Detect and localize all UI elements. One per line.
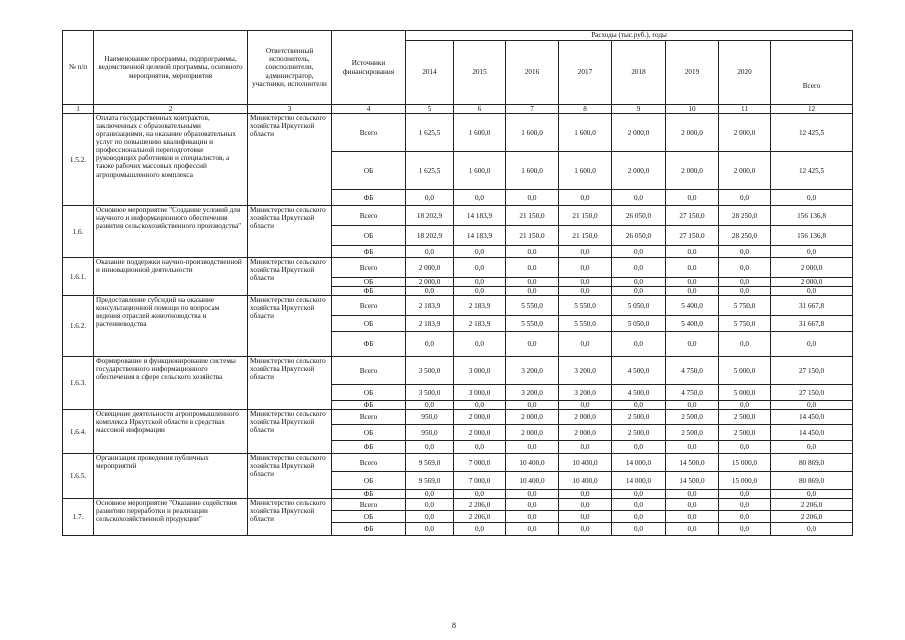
header-year: 2018 [612,41,666,105]
value-cell: 10 400,0 [506,454,559,472]
value-cell: 2 500,0 [612,410,666,425]
value-cell: 12 425,5 [771,114,853,152]
value-cell: 5 550,0 [559,316,612,332]
row-source: Всего [332,296,406,316]
value-cell: 5 750,0 [719,296,771,316]
value-cell: 0,0 [771,287,853,296]
value-cell: 0,0 [666,511,719,523]
value-cell: 2 000,0 [454,425,506,441]
value-cell: 0,0 [506,246,559,258]
value-cell: 1 625,5 [406,114,454,152]
value-cell: 5 550,0 [506,316,559,332]
value-cell: 21 150,0 [559,226,612,246]
row-source: ОБ [332,385,406,401]
value-cell: 0,0 [454,190,506,206]
row-source: Всего [332,357,406,385]
row-number: 1.6.4. [63,410,94,454]
value-cell: 2 183,9 [406,296,454,316]
value-cell: 0,0 [506,278,559,287]
value-cell: 2 000,0 [666,114,719,152]
row-name: Освещение деятельности агропромышленного комплекса Иркутской области в средствах массовой информации [94,410,248,454]
value-cell: 14 183,9 [454,206,506,226]
row-source: ОБ [332,472,406,490]
value-cell: 0,0 [612,401,666,410]
column-number: 9 [612,105,666,114]
table-row [63,454,853,472]
row-responsible: Министерство сельского хозяйства Иркутской области [248,296,332,357]
value-cell: 28 250,0 [719,226,771,246]
row-source: ОБ [332,511,406,523]
value-cell: 15 000,0 [719,472,771,490]
value-cell: 5 750,0 [719,316,771,332]
page-number: 8 [452,621,456,630]
value-cell: 31 667,8 [771,296,853,316]
row-number: 1.6.2. [63,296,94,357]
row-responsible: Министерство сельского хозяйства Иркутской области [248,454,332,499]
value-cell: 0,0 [719,401,771,410]
header-year: 2015 [454,41,506,105]
row-responsible: Министерство сельского хозяйства Иркутской области [248,410,332,454]
value-cell: 156 136,8 [771,226,853,246]
column-number: 5 [406,105,454,114]
value-cell: 15 000,0 [719,454,771,472]
value-cell: 0,0 [719,441,771,454]
table-row [63,206,853,226]
value-cell: 0,0 [666,332,719,357]
row-source: ФБ [332,246,406,258]
value-cell: 80 869,0 [771,454,853,472]
row-source: Всего [332,499,406,511]
value-cell: 0,0 [559,190,612,206]
value-cell: 3 000,0 [454,385,506,401]
value-cell: 1 600,0 [454,114,506,152]
header-year: 2016 [506,41,559,105]
value-cell: 0,0 [666,499,719,511]
value-cell: 2 183,9 [454,296,506,316]
value-cell: 2 206,0 [771,511,853,523]
value-cell: 2 000,0 [506,410,559,425]
value-cell: 21 150,0 [559,206,612,226]
value-cell: 1 600,0 [506,114,559,152]
value-cell: 2 000,0 [612,114,666,152]
value-cell: 26 050,0 [612,206,666,226]
value-cell: 0,0 [719,258,771,278]
value-cell: 0,0 [771,401,853,410]
value-cell: 0,0 [771,246,853,258]
value-cell: 0,0 [406,490,454,499]
value-cell: 0,0 [559,246,612,258]
value-cell: 0,0 [771,332,853,357]
value-cell: 5 000,0 [719,385,771,401]
row-responsible: Министерство сельского хозяйства Иркутской области [248,357,332,410]
value-cell: 9 569,0 [406,454,454,472]
value-cell: 0,0 [559,287,612,296]
value-cell: 0,0 [454,287,506,296]
value-cell: 0,0 [612,523,666,536]
value-cell: 3 200,0 [559,385,612,401]
value-cell: 1 600,0 [454,152,506,190]
value-cell: 10 400,0 [559,472,612,490]
value-cell: 0,0 [666,246,719,258]
value-cell: 2 000,0 [719,152,771,190]
value-cell: 5 050,0 [612,316,666,332]
value-cell: 950,0 [406,425,454,441]
value-cell: 0,0 [406,401,454,410]
value-cell: 0,0 [666,258,719,278]
column-number: 7 [506,105,559,114]
value-cell: 0,0 [559,523,612,536]
row-responsible: Министерство сельского хозяйства Иркутской области [248,499,332,536]
value-cell: 0,0 [506,332,559,357]
value-cell: 0,0 [506,511,559,523]
value-cell: 14 500,0 [666,472,719,490]
value-cell: 5 400,0 [666,316,719,332]
value-cell: 27 150,0 [666,226,719,246]
value-cell: 4 500,0 [612,357,666,385]
row-number: 1.5.2. [63,114,94,206]
value-cell: 0,0 [719,523,771,536]
header-no: № п/п [63,31,94,105]
column-number: 4 [332,105,406,114]
value-cell: 950,0 [406,410,454,425]
value-cell: 0,0 [771,441,853,454]
value-cell: 80 869,0 [771,472,853,490]
value-cell: 10 400,0 [506,472,559,490]
value-cell: 0,0 [559,401,612,410]
value-cell: 1 600,0 [506,152,559,190]
table-row [63,357,853,385]
column-number: 2 [94,105,248,114]
header-year: 2017 [559,41,612,105]
value-cell: 0,0 [506,499,559,511]
value-cell: 0,0 [666,401,719,410]
column-numbers-row [63,105,853,114]
value-cell: 5 000,0 [719,357,771,385]
row-source: Всего [332,206,406,226]
value-cell: 0,0 [506,441,559,454]
value-cell: 0,0 [612,332,666,357]
header-year: 2020 [719,41,771,105]
column-number: 10 [666,105,719,114]
value-cell: 0,0 [666,190,719,206]
row-source: Всего [332,454,406,472]
row-responsible: Министерство сельского хозяйства Иркутской области [248,206,332,258]
column-number: 3 [248,105,332,114]
value-cell: 156 136,8 [771,206,853,226]
table-row [63,410,853,425]
value-cell: 0,0 [719,278,771,287]
value-cell: 5 550,0 [506,296,559,316]
row-source: ФБ [332,287,406,296]
value-cell: 2 000,0 [771,278,853,287]
value-cell: 0,0 [719,511,771,523]
value-cell: 0,0 [406,441,454,454]
value-cell: 14 000,0 [612,454,666,472]
row-source: ФБ [332,523,406,536]
value-cell: 0,0 [454,441,506,454]
row-source: ФБ [332,190,406,206]
column-number: 12 [771,105,853,114]
row-number: 1.6.5. [63,454,94,499]
value-cell: 0,0 [559,278,612,287]
value-cell: 0,0 [454,490,506,499]
value-cell: 0,0 [612,190,666,206]
value-cell: 0,0 [612,287,666,296]
value-cell: 2 000,0 [454,410,506,425]
value-cell: 18 202,9 [406,226,454,246]
row-source: ОБ [332,226,406,246]
row-source: Всего [332,410,406,425]
column-number: 1 [63,105,94,114]
value-cell: 4 500,0 [612,385,666,401]
table-row [63,258,853,278]
header-total: Всего [771,41,853,105]
value-cell: 0,0 [666,490,719,499]
value-cell: 0,0 [406,246,454,258]
value-cell: 5 400,0 [666,296,719,316]
value-cell: 0,0 [559,258,612,278]
value-cell: 0,0 [612,499,666,511]
row-name: Предоставление субсидий на оказание консультационной помощи по вопросам ведения отраслей животноводства и растениеводства [94,296,248,357]
value-cell: 2 000,0 [406,278,454,287]
value-cell: 14 450,0 [771,425,853,441]
value-cell: 2 183,9 [406,316,454,332]
value-cell: 7 000,0 [454,472,506,490]
row-responsible: Министерство сельского хозяйства Иркутской области [248,258,332,296]
value-cell: 1 625,5 [406,152,454,190]
value-cell: 0,0 [406,190,454,206]
column-number: 11 [719,105,771,114]
row-name: Оказание поддержки научно-производственной и инновационной деятельности [94,258,248,296]
value-cell: 4 750,0 [666,357,719,385]
row-source: ОБ [332,152,406,190]
row-number: 1.6. [63,206,94,258]
value-cell: 0,0 [771,523,853,536]
value-cell: 21 150,0 [506,226,559,246]
value-cell: 5 550,0 [559,296,612,316]
value-cell: 10 400,0 [559,454,612,472]
value-cell: 0,0 [406,523,454,536]
value-cell: 2 206,0 [454,511,506,523]
value-cell: 0,0 [559,332,612,357]
value-cell: 2 000,0 [666,152,719,190]
row-source: ОБ [332,425,406,441]
row-source: Всего [332,114,406,152]
value-cell: 14 500,0 [666,454,719,472]
value-cell: 12 425,5 [771,152,853,190]
value-cell: 2 000,0 [406,258,454,278]
row-source: ФБ [332,401,406,410]
value-cell: 2 500,0 [719,425,771,441]
header-name: Наименование программы, подпрограммы, ведомственной целевой программы, основного мероприятия, мероприятия [94,31,248,105]
row-name: Основное мероприятие "Оказание содействия развитию переработки и реализации сельскохозяйственной продукции" [94,499,248,536]
value-cell: 0,0 [612,246,666,258]
column-number: 6 [454,105,506,114]
row-responsible: Министерство сельского хозяйства Иркутской области [248,114,332,206]
value-cell: 14 183,9 [454,226,506,246]
column-number: 8 [559,105,612,114]
row-number: 1.7. [63,499,94,536]
table-row [63,296,853,316]
value-cell: 7 000,0 [454,454,506,472]
value-cell: 2 206,0 [771,499,853,511]
value-cell: 31 667,8 [771,316,853,332]
value-cell: 0,0 [506,490,559,499]
value-cell: 0,0 [454,278,506,287]
value-cell: 0,0 [612,490,666,499]
value-cell: 0,0 [454,523,506,536]
value-cell: 1 600,0 [559,114,612,152]
value-cell: 1 600,0 [559,152,612,190]
header-year: 2014 [406,41,454,105]
value-cell: 0,0 [666,441,719,454]
value-cell: 27 150,0 [771,357,853,385]
value-cell: 2 183,9 [454,316,506,332]
value-cell: 28 250,0 [719,206,771,226]
value-cell: 0,0 [612,441,666,454]
value-cell: 4 750,0 [666,385,719,401]
value-cell: 0,0 [454,246,506,258]
value-cell: 0,0 [719,490,771,499]
value-cell: 0,0 [406,511,454,523]
value-cell: 0,0 [719,246,771,258]
document-page [62,30,853,536]
value-cell: 0,0 [506,287,559,296]
value-cell: 0,0 [454,401,506,410]
value-cell: 0,0 [666,278,719,287]
value-cell: 0,0 [612,278,666,287]
value-cell: 0,0 [666,523,719,536]
value-cell: 0,0 [559,511,612,523]
value-cell: 3 200,0 [506,385,559,401]
value-cell: 0,0 [406,332,454,357]
value-cell: 2 500,0 [612,425,666,441]
row-source: Всего [332,258,406,278]
value-cell: 2 000,0 [771,258,853,278]
value-cell: 0,0 [559,441,612,454]
value-cell: 0,0 [506,523,559,536]
value-cell: 0,0 [506,190,559,206]
value-cell: 0,0 [406,287,454,296]
row-name: Основное мероприятие "Создание условий для научного и информационного обеспечения развития сельскохозяйственного производства" [94,206,248,258]
row-source: ФБ [332,441,406,454]
row-name: Оплата государственных контрактов, заключенных с образовательными организациями, на оказание образовательных услуг по повышению квалификации и профессиональной переподготовке руководящих работников и специалистов, а также рабочих массовых профессий агропромышленного комплекса [94,114,248,206]
value-cell: 18 202,9 [406,206,454,226]
header-year: 2019 [666,41,719,105]
row-source: ФБ [332,332,406,357]
row-number: 1.6.3. [63,357,94,410]
value-cell: 0,0 [406,499,454,511]
value-cell: 2 000,0 [559,410,612,425]
value-cell: 0,0 [719,190,771,206]
value-cell: 3 000,0 [454,357,506,385]
value-cell: 0,0 [612,511,666,523]
value-cell: 2 000,0 [559,425,612,441]
value-cell: 2 500,0 [666,410,719,425]
value-cell: 27 150,0 [666,206,719,226]
value-cell: 0,0 [719,499,771,511]
value-cell: 0,0 [454,258,506,278]
table-row [63,499,853,511]
header-expenses: Расходы (тыс.руб.), годы [406,31,853,41]
value-cell: 2 500,0 [719,410,771,425]
value-cell: 21 150,0 [506,206,559,226]
value-cell: 0,0 [454,332,506,357]
value-cell: 0,0 [559,490,612,499]
row-name: Формирование и функционирование системы государственного информационного обеспечения в сфере сельского хозяйства [94,357,248,410]
table-row [63,114,853,152]
value-cell: 27 150,0 [771,385,853,401]
value-cell: 0,0 [719,287,771,296]
value-cell: 2 206,0 [454,499,506,511]
value-cell: 2 000,0 [719,114,771,152]
row-source: ОБ [332,278,406,287]
row-source: ОБ [332,316,406,332]
header-responsible: Ответственный исполнитель, соисполнители, администратор, участники, исполнители [248,31,332,105]
value-cell: 3 500,0 [406,385,454,401]
value-cell: 9 569,0 [406,472,454,490]
value-cell: 0,0 [771,190,853,206]
value-cell: 14 000,0 [612,472,666,490]
row-name: Организация проведения публичных мероприятий [94,454,248,499]
value-cell: 0,0 [506,258,559,278]
value-cell: 0,0 [771,490,853,499]
value-cell: 3 500,0 [406,357,454,385]
header-sources: Источники финансирования [332,31,406,105]
value-cell: 2 000,0 [506,425,559,441]
value-cell: 0,0 [559,499,612,511]
value-cell: 0,0 [506,401,559,410]
row-source: ФБ [332,490,406,499]
row-number: 1.6.1. [63,258,94,296]
value-cell: 2 500,0 [666,425,719,441]
value-cell: 14 450,0 [771,410,853,425]
value-cell: 26 050,0 [612,226,666,246]
value-cell: 0,0 [666,287,719,296]
expenses-table [62,30,853,536]
value-cell: 0,0 [719,332,771,357]
value-cell: 2 000,0 [612,152,666,190]
value-cell: 3 200,0 [506,357,559,385]
value-cell: 3 200,0 [559,357,612,385]
value-cell: 0,0 [612,258,666,278]
value-cell: 5 050,0 [612,296,666,316]
